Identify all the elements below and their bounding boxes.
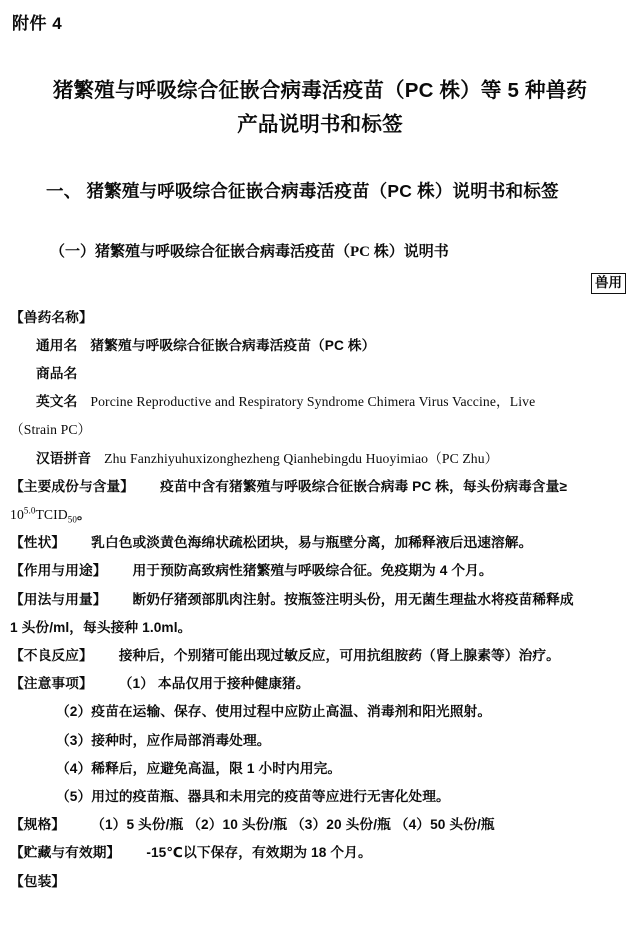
subsection-heading: （一）猪繁殖与呼吸综合征嵌合病毒活疫苗（PC 株）说明书 <box>50 244 449 260</box>
storage-text: -15℃以下保存，有效期为 18 个月。 <box>146 845 372 861</box>
properties-label: 【性状】 <box>10 535 66 551</box>
adverse-reactions-row <box>10 642 630 670</box>
adverse-reactions-text: 接种后，个别猪可能出现过敏反应，可用抗组胺药（肾上腺素等）治疗。 <box>118 647 560 663</box>
indications-row <box>10 557 630 585</box>
precautions-item-1: （1） 本品仅用于接种健康猪。 <box>118 676 310 692</box>
specification-text: （1）5 头份/瓶 （2）10 头份/瓶 （3）20 头份/瓶 （4）50 头份/瓶 <box>91 817 495 833</box>
generic-name-label: 通用名 <box>36 337 78 353</box>
english-name-value: Porcine Reproductive and Respiratory Syndrome Chimera Virus Vaccine，Live <box>90 394 536 410</box>
properties-row <box>10 529 630 557</box>
generic-name-value: 猪繁殖与呼吸综合征嵌合病毒活疫苗（PC 株） <box>90 337 376 353</box>
section-one-heading: 一、 猪繁殖与呼吸综合征嵌合病毒活疫苗（PC 株）说明书和标签 <box>46 181 559 201</box>
attachment-number: 附件 4 <box>12 14 63 33</box>
english-name-label: 英文名 <box>36 394 78 410</box>
composition-label: 【主要成份与含量】 <box>10 478 135 494</box>
insert-body <box>10 304 630 896</box>
composition-value-exponent: 5.0 <box>23 505 36 516</box>
document-title-line-1: 猪繁殖与呼吸综合征嵌合病毒活疫苗（PC 株）等 5 种兽药 <box>52 79 588 102</box>
dosage-text: 断奶仔猪颈部肌肉注射。按瓶签注明头份，用无菌生理盐水将疫苗稀释成 <box>132 591 574 607</box>
precautions-item-4: （4）稀释后，应避免高温，限 1 小时内用完。 <box>56 760 342 776</box>
properties-text: 乳白色或淡黄色海绵状疏松团块，易与瓶壁分离，加稀释液后迅速溶解。 <box>91 535 533 551</box>
dosage-continuation-row <box>10 614 630 642</box>
storage-row <box>10 839 630 867</box>
composition-text: 疫苗中含有猪繁殖与呼吸综合征嵌合病毒 PC 株，每头份病毒含量≥ <box>160 478 567 494</box>
specification-label: 【规格】 <box>10 817 66 833</box>
composition-value-subscript: 50 <box>67 514 77 525</box>
vet-use-badge: 兽用 <box>591 273 626 294</box>
precautions-item-row <box>10 755 630 783</box>
drug-name-label: 【兽药名称】 <box>10 309 93 325</box>
precautions-item-3: （3）接种时，应作局部消毒处理。 <box>56 732 271 748</box>
dosage-text-cont: 1 头份/ml，每头接种 1.0ml。 <box>10 619 192 635</box>
precautions-item-row <box>10 783 630 811</box>
indications-text: 用于预防高致病性猪繁殖与呼吸综合征。免疫期为 4 个月。 <box>132 563 493 579</box>
pinyin-name-label: 汉语拼音 <box>36 450 92 466</box>
english-name-value-cont: （Strain PC） <box>10 422 92 438</box>
composition-value-row <box>10 501 630 529</box>
composition-value-unit: TCID <box>35 506 68 522</box>
english-name-continuation <box>10 416 630 444</box>
generic-name-row <box>10 332 630 360</box>
indications-label: 【作用与用途】 <box>10 563 107 579</box>
precautions-label: 【注意事项】 <box>10 676 93 692</box>
english-name-row <box>10 388 630 416</box>
dosage-row <box>10 586 630 614</box>
storage-label: 【贮藏与有效期】 <box>10 845 121 861</box>
precautions-item-2: （2）疫苗在运输、保存、使用过程中应防止高温、消毒剂和阳光照射。 <box>56 704 492 720</box>
pinyin-name-row <box>10 445 630 473</box>
document-title-line-2: 产品说明书和标签 <box>237 113 403 136</box>
pinyin-name-value: Zhu Fanzhiyuhuxizonghezheng Qianhebingdu Huoyimiao（PC Zhu） <box>104 450 499 466</box>
drug-name-section-label <box>10 304 630 332</box>
precautions-item-row <box>10 727 630 755</box>
adverse-reactions-label: 【不良反应】 <box>10 647 93 663</box>
precautions-item-row <box>10 698 630 726</box>
packaging-label: 【包装】 <box>10 873 66 889</box>
document-title <box>10 74 630 142</box>
specification-row <box>10 811 630 839</box>
precautions-item-5: （5）用过的疫苗瓶、器具和未用完的疫苗等应进行无害化处理。 <box>56 788 450 804</box>
composition-row <box>10 473 630 501</box>
brand-name-row <box>10 360 630 388</box>
packaging-row <box>10 868 630 896</box>
precautions-row <box>10 670 630 698</box>
composition-value-base: 10 <box>10 506 24 522</box>
vet-use-badge-row <box>10 273 626 294</box>
brand-name-label: 商品名 <box>36 365 78 381</box>
composition-value-end: 。 <box>77 506 91 522</box>
dosage-label: 【用法与用量】 <box>10 591 107 607</box>
